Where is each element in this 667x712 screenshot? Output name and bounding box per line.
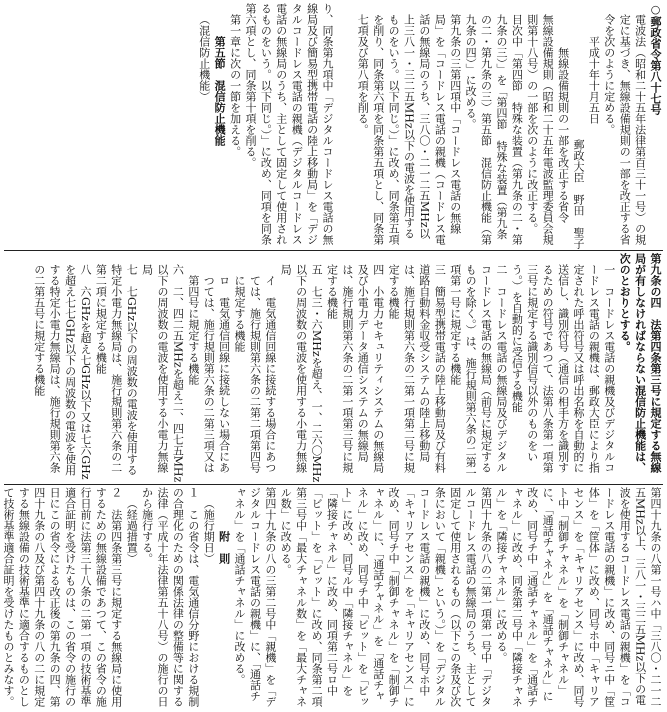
paragraph: （混信防止機能）: [197, 14, 211, 102]
paragraph: 第九条の三第四項中「コードレス電話の無線局」を「コードレス電話の親機（コードレス電話の無線局のうち、三八〇・二一二五MHz以上三八一・三二五MHz以下の電波を使用するものをいう。以下同じ。）」に改め、同条第五項を削り、同条第六項を同条第五項とし、同条第七項及び第八項を削る。: [356, 14, 462, 245]
paragraph: 第五節 混信防止機能: [213, 36, 227, 146]
paragraph: ○郵政省令第八十七号: [649, 3, 662, 115]
paragraph: 一 コードレス電話の親機及びデジタルコードレス電話の親機は、郵政大臣により指定された呼出符号又は呼出名称を自動的に送信し、識別符号（通信の相手方を識別するための符号であつて、法第八条第一項第三号に規定する識別信号以外のものをいう。）を自動的に受信する機能: [510, 264, 616, 473]
paragraph: 八 六GHzを超え七GHz以下又は七六GHzを超え七七GHz以下の周波数の電波を使用する特定小電力無線局は、施行規則第六条の二第五号に規定する機能: [32, 264, 92, 480]
column-interference-items: [4, 253, 663, 483]
paragraph: 四 小電力セキュリティシステムの無線局及び小電力データ通信システムの無線局は、施行規則第六条の二第一項第三号に規定する機能: [325, 264, 385, 473]
paragraph: 郵政大臣 野田 聖子: [571, 139, 585, 249]
column-article-49-supplementary: [1, 487, 663, 709]
tier-middle: [4, 253, 663, 483]
paragraph: （施行期日）: [202, 498, 216, 564]
paragraph: 第四十九条の八第一号ハ中「三八〇・二一二五MHz以上、三八一・三二五MHz以下の電波を使用するコードレス電話の親機」を「コードレス電話の親機」に改め、同号ニ中「筐体」を「筐体」に改め、同号ホ中「キャリアセンス」を「キャリアセンス」に改め、同号ト中「制御チャネル」を「制御チャネル」に、「通話チャネル」を「通話チャネル」に改め、同号チ中「通話チャネル」を「通話チャネル」に改め、同条第二号中「隣接チャネル」を「隣接チャネル」に改める。: [494, 487, 662, 707]
paragraph: 目次中「第四節 特殊な装置（第九条の二・第九条の三）」を「第四節 特殊な装置（第九条の二・第九条の三）第五節 混信防止機能（第九条の四）」に改める。: [464, 14, 524, 245]
paragraph: 無線設備規則の一部を改正する省令: [556, 47, 570, 223]
paragraph: 第一章に次の一節を加える。: [228, 14, 242, 157]
paragraph: 附 則: [217, 531, 231, 564]
column-interference-prevention: [4, 3, 335, 249]
paragraph: 六 二、四二五MHzを超え二、四七五MHz以下の周波数の電波を使用する小電力無線局: [140, 264, 185, 483]
paragraph: 三 簡易型携帯電話の陸上移動局及び有料道路自動料金収受システムの陸上移動局は、施行規則第六条の二第一項第二号に規定する機能: [387, 264, 447, 473]
paragraph: 電波法（昭和二十五年法律第百三十一号）の規定に基づき、無線設備規則の一部を改正する省令を次のように定める。: [602, 14, 647, 245]
paragraph: 五 七三・六MHzを超え、一、二六〇MHz以下の周波数の電波を使用する小電力無線局: [279, 264, 324, 483]
paragraph: 第九条の四 法第四条第三号に規定する無線局が有しなければならない混信防止機能は、次のとおりとする。: [618, 253, 662, 473]
paragraph: り、同条第九項中「デジタルコードレス電話の無線局及び簡易型携帯電話の陸上移動局」を「デジタルコードレス電話の親機（デジタルコードレス電話の無線局のうち、主として固定して使用されるものをいう。以下同じ。）」に改め、同項を同条第六項とし、同条第十項を削る。: [243, 3, 334, 245]
paragraph: １ この省令は、電気通信分野における規制の合理化のための関係法律の整備等に関する法律（平成十年法律第五十八号）の施行の日から施行する。: [140, 487, 200, 707]
paragraph: ロ 電気通信回線に接続しない場合にあつては、施行規則第六条の二第三項又は第四号に規定する機能: [186, 275, 231, 473]
column-amendment-order: [341, 3, 663, 249]
paragraph: 無線設備規則（昭和二十五年電波監理委員会規則第十八号）の一部を次のように改正する。: [525, 14, 555, 245]
paragraph: 第四十九条の八の三第二号中「親機」を「デジタルコードレス電話の親機」に、「通話チャネル」を「通話チャネル」に改める。: [233, 487, 277, 707]
tier-divider: [4, 250, 663, 251]
paragraph: ２ 法第四条第三号に規定する無線局に使用するための無線設備であつて、この省令の施行日前に法第三十八条の二第一項の技術基準適合証明を受けたものは、この省令の施行の日にこの省令による改正後の第九条の四、第四十九条の八及び第四十九条の八の二に規定する無線設備の技術基準に適合するものとして技術基準適合証明を受けたものとみなす。: [1, 487, 123, 707]
tier-top: [4, 3, 663, 249]
paragraph: 第四十九条の八の二第一項第一号中「デジタルコードレス電話の無線局のうち、主として固定して使用されるもの（以下この条及び次条において「親機」という。）」を「デジタルコードレス電話の親機」に改め、同号ホ中「キャリアセンス」を「キャリアセンス」に改め、同号チ中「制御チャネル」を「制御チャネル」に、「通話チャネル」を「通話チャネル」に改め、同号チ中「ビット」を「ビット」に改め、同号ル中「隣接チャネル」を「隣接チャネル」に改め、同項第二号ロ中「ビット」を「ビット」に改め、同条第二項第三号中「最大チャネル数」を「最大チャネル数」に改める。: [279, 487, 493, 707]
paragraph: 平成十年十月五日: [587, 36, 601, 124]
tier-bottom: [1, 487, 663, 709]
paragraph: （経過措置）: [125, 498, 139, 564]
tier-divider: [4, 484, 663, 485]
paragraph: 七 七GHz以下の周波数の電波を使用する特定小電力無線局は、施行規則第六条の二第二項に規定する機能: [94, 264, 139, 476]
paragraph: 二 コードレス電話の無線局及びデジタルコードレス電話の無線局（前号に規定するものを除く。）は、施行規則第六条の二第一項第一号に規定する機能: [448, 264, 508, 479]
paragraph: イ 電気通信回線に接続する場合にあつては、施行規則第六条の二第二項第四号に規定する機能: [233, 275, 277, 473]
